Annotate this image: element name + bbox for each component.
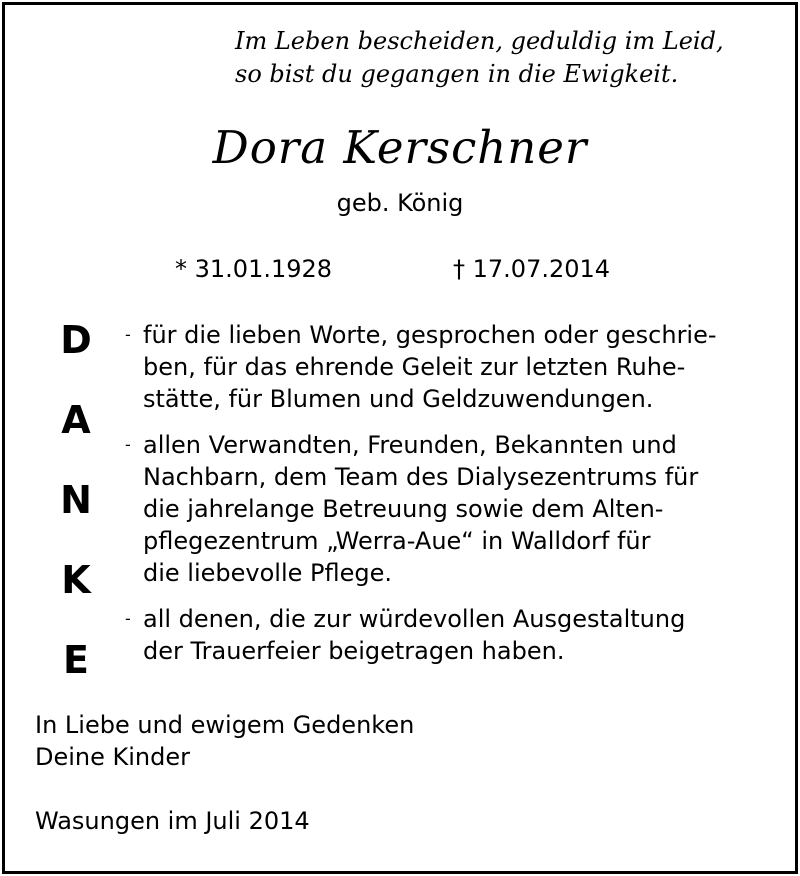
motto-verse [235,25,755,91]
thanks-item [125,319,785,415]
thanks-line: all denen, die zur würdevollen Ausgestaltung [143,605,686,633]
closing-signature [35,709,414,773]
thanks-item [125,603,785,667]
thanks-line: stätte, für Blumen und Geldzuwendungen. [143,385,654,413]
signature-line: Deine Kinder [35,743,191,771]
deceased-name: Dora Kerschner [212,121,588,174]
birth-name: geb. König [336,189,464,217]
dash-marker: - [125,609,131,628]
danke-letter: N [60,478,92,522]
thanks-line: für die lieben Worte, gesprochen oder geschrie- [143,321,717,349]
dash-marker: - [125,435,131,454]
thanks-line: ben, für das ehrende Geleit zur letzten Ruhe- [143,353,686,381]
danke-letter: K [61,558,91,602]
thanks-item [125,429,785,589]
death-date: † 17.07.2014 [453,255,611,283]
thanks-line: pflegezentrum „Werra-Aue“ in Walldorf für [143,527,651,555]
obituary-notice [2,2,798,874]
closing-line: In Liebe und ewigem Gedenken [35,711,415,739]
thanks-list [125,319,785,681]
birth-date: * 31.01.1928 [175,255,333,283]
thanks-line: allen Verwandten, Freunden, Bekannten und [143,431,677,459]
thanks-line: die liebevolle Pflege. [143,559,392,587]
danke-letter: A [61,398,91,442]
danke-letter: D [60,318,92,362]
thanks-line: die jahrelange Betreuung sowie dem Alten- [143,495,664,523]
danke-vertical-word [51,317,101,717]
thanks-line: der Trauerfeier beigetragen haben. [143,637,565,665]
dash-marker: - [125,325,131,344]
danke-letter: E [63,638,89,682]
place-and-date: Wasungen im Juli 2014 [35,807,310,835]
thanks-line: Nachbarn, dem Team des Dialysezentrums für [143,463,699,491]
motto-line: Im Leben bescheiden, geduldig im Leid, [235,27,724,55]
motto-line: so bist du gegangen in die Ewigkeit. [235,60,679,88]
